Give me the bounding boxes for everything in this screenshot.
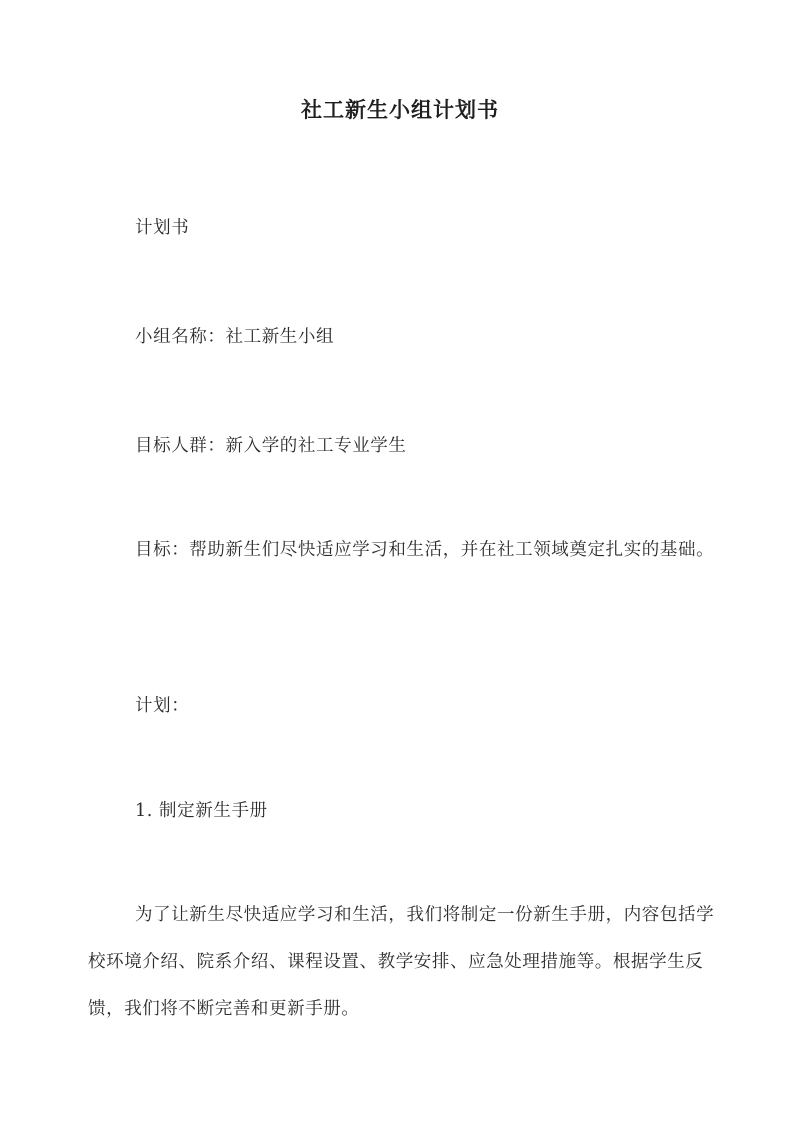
plan-item-1-body: 为了让新生尽快适应学习和生活，我们将制定一份新生手册，内容包括学校环境介绍、院系介绍、课程设置、教学安排、应急处理措施等。根据学生反馈，我们将不断完善和更新手册。 <box>88 905 715 1019</box>
plan-item-1-heading: 1. 制定新生手册 <box>135 801 268 821</box>
plan-heading-paragraph: 计划书 <box>135 218 190 238</box>
document-title: 社工新生小组计划书 <box>301 97 499 122</box>
target-audience-paragraph: 目标人群：新入学的社工专业学生 <box>135 436 407 456</box>
goal-paragraph: 目标：帮助新生们尽快适应学习和生活，并在社工领域奠定扎实的基础。 <box>135 540 715 560</box>
plan-label-paragraph: 计划： <box>135 696 190 716</box>
group-name-paragraph: 小组名称：社工新生小组 <box>135 327 335 347</box>
